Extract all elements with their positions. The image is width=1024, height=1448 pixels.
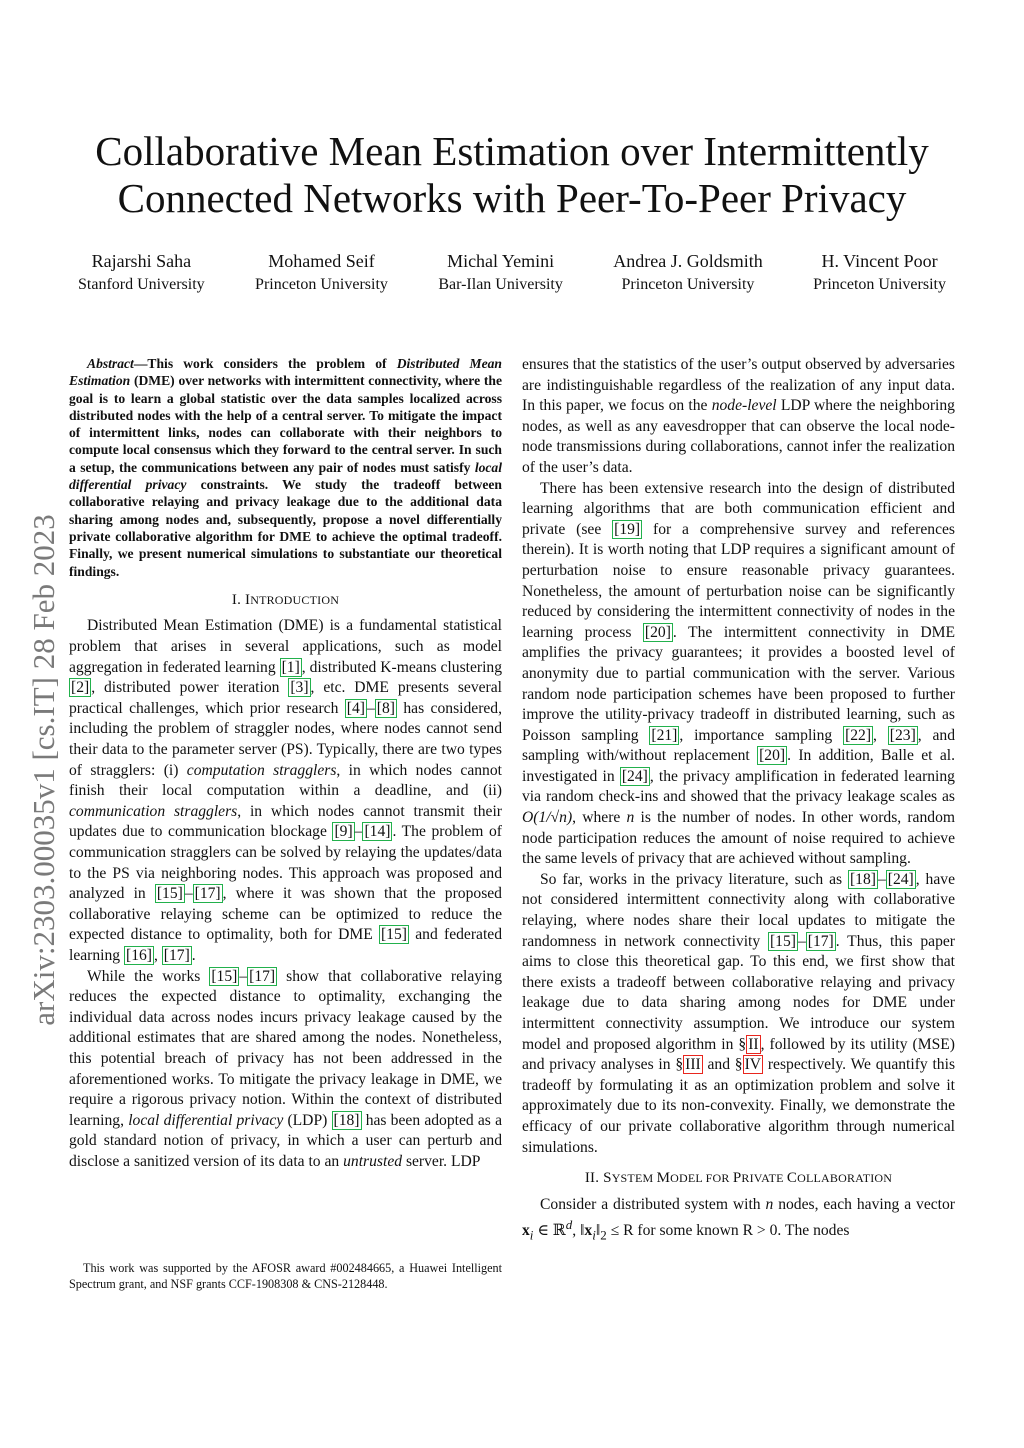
text: –: [239, 967, 248, 985]
author-affiliation: Princeton University: [621, 276, 755, 293]
text: , and sampling with/without replacement: [522, 726, 956, 765]
citation-link[interactable]: [4]: [346, 699, 365, 717]
section-heading-system-model: [522, 1168, 955, 1189]
citation-link[interactable]: [23]: [889, 726, 916, 744]
section-link[interactable]: IV: [744, 1056, 762, 1074]
section-heading-introduction: [69, 590, 502, 611]
text: ,: [873, 726, 888, 744]
author: [813, 250, 946, 296]
text: . In addition, Balle et al. investigated in: [522, 747, 955, 785]
section-title: C: [786, 1170, 798, 1187]
text: for a comprehensive survey and references therein). It is worth noting that LDP requires a significant amount of perturbation noise to ensure reasonable privacy guarantees. Nonetheless, the amount of perturbation noise can be significantly reduced by considering the intermittent connectivity of nodes in the learning process: [522, 520, 955, 641]
citation-link[interactable]: [18]: [333, 1111, 360, 1129]
math-superscript: d: [565, 1217, 573, 1233]
text: has been adopted as a gold standard notion of privacy, in which a user can perturb and disclose a sanitized version of its data to an: [69, 1111, 502, 1170]
abstract-text: This work considers the problem of: [147, 356, 397, 371]
author-name: Andrea J. Goldsmith: [613, 251, 763, 271]
italic-text: communication stragglers: [69, 802, 238, 820]
math-set: ∈ ℝ: [533, 1222, 566, 1240]
citation-link[interactable]: [24]: [887, 870, 914, 888]
text: –: [354, 823, 363, 841]
math-vector: x: [584, 1222, 593, 1240]
section-title: YSTEM: [611, 1171, 657, 1186]
citation-link[interactable]: [17]: [194, 885, 221, 903]
math-variable: n: [626, 809, 635, 827]
section-number: II. S: [584, 1170, 612, 1187]
author-affiliation: Princeton University: [813, 276, 946, 293]
author-name: Rajarshi Saha: [91, 251, 192, 271]
citation-link[interactable]: [15]: [769, 932, 796, 950]
text: and §: [702, 1056, 743, 1074]
intro-paragraph: [69, 967, 502, 1173]
text: , followed by its utility (MSE) and privacy analyses in §: [522, 1035, 955, 1074]
author: [78, 250, 205, 296]
text: –: [877, 870, 886, 888]
math-expression: O(1/√n): [522, 809, 573, 827]
citation-link[interactable]: [17]: [249, 967, 276, 985]
section-title: RIVATE: [741, 1171, 787, 1186]
text: ensures that the statistics of the user’s output observed by adversaries are indistinguishable regardless of the realization of any input data. In this paper, we focus on the: [522, 356, 955, 415]
author-list: [78, 250, 946, 296]
footnote: This work was supported by the AFOSR award #002484665, a Huawei Intelligent Spectrum grant, and NSF grants CCF-1908308 & CNS-2128448.: [69, 1261, 502, 1291]
section-title: ODEL FOR: [670, 1171, 733, 1186]
italic-text: local differential privacy: [128, 1111, 284, 1129]
citation-link[interactable]: [17]: [163, 946, 190, 964]
math-vector: x: [522, 1222, 530, 1240]
text: , in which nodes cannot finish their local computation within a deadline, and (ii): [69, 761, 502, 800]
section-title: NTRODUCTION: [250, 592, 340, 607]
right-column: [522, 355, 955, 1246]
text: show that collaborative relaying reduces the expected distance to optimality, exchanging the individual data across nodes incurs privacy leakage caused by the additional estimates that are shared among the nodes. Nonetheless, this potential breach of privacy has not been addressed in the aforementioned works. To mitigate the privacy leakage in DME, we require a rigorous privacy notion. Within the context of distributed learning,: [69, 967, 502, 1129]
abstract-italic: local differential privacy: [69, 459, 502, 493]
text: , have not considered intermittent connectivity along with collaborative relaying, where nodes share their local updates to mitigate the randomness in network connectivity: [522, 870, 955, 950]
abstract-text: constraints. We study the tradeoff between collaborative relaying and privacy leakage due to the additional data sharing among nodes and, subsequently, propose a novel differentially private collaborative algorithm for DME to achieve the optimal tradeoff. Finally, we present numerical simulations to substantiate our theoretical findings.: [69, 477, 502, 579]
text: nodes, each having a vector: [773, 1195, 955, 1213]
italic-text: node-level: [711, 397, 777, 415]
text: ≤ R for some known R > 0. The nodes: [606, 1222, 850, 1240]
citation-link[interactable]: [17]: [807, 932, 834, 950]
text: respectively. We quantify this tradeoff by formulating it as an optimization problem and solve it approximately due to its non-convexity. Finally, we demonstrate the efficacy of our private collaborative algorithm through numerical simulations.: [522, 1056, 956, 1156]
citation-link[interactable]: [14]: [364, 823, 391, 841]
citation-link[interactable]: [2]: [71, 679, 90, 697]
title-line-2: Connected Networks with Peer-To-Peer Privacy: [117, 175, 907, 221]
abstract-dash: —: [133, 356, 148, 371]
author: [613, 250, 762, 296]
author-affiliation: Stanford University: [78, 276, 205, 293]
text: and federated learning: [69, 926, 502, 964]
text: There has been extensive research into the design of distributed learning algorithms that are both communication efficient and private (see: [522, 479, 955, 538]
paper-title: [60, 128, 964, 222]
text: , importance sampling: [679, 726, 844, 744]
text: , distributed power iteration: [91, 679, 289, 697]
math-subscript: 2: [600, 1227, 607, 1243]
citation-link[interactable]: [18]: [849, 870, 876, 888]
author-affiliation: Princeton University: [255, 276, 388, 293]
abstract-label: Abstract: [87, 356, 134, 371]
text: , where it was shown that the proposed collaborative relaying scheme can be optimized to reduce the expected distance to optimality, both for DME: [69, 885, 502, 944]
body-paragraph: [522, 1195, 955, 1246]
text: ,: [153, 946, 162, 964]
citation-link[interactable]: [21]: [651, 726, 678, 744]
text: . Thus, this paper aims to close this theoretical gap. To this end, we first show that there exists a tradeoff between collaborative relaying and privacy leakage due to data sharing among nodes for DME under intermittent connectivity assumption. We introduce our system model and proposed algorithm in §: [522, 932, 955, 1053]
italic-text: untrusted: [343, 1152, 403, 1170]
section-title: M: [656, 1170, 671, 1187]
text: . The problem of communication stragglers can be solved by relaying the updates/data to the PS via neighboring nodes. This approach was proposed and analyzed in: [69, 823, 502, 903]
body-paragraph: [522, 355, 955, 479]
text: . The intermittent connectivity in DME amplifies the privacy guarantees; it provides a boosted level of anonymity due to partial communication with the server. Various random node participation schemes have been proposed to further improve the utility-privacy tradeoff in distributed learning, such as Poisson sampling: [522, 623, 956, 744]
text: –: [797, 932, 806, 950]
intro-paragraph: [69, 616, 502, 966]
arxiv-sidebar: [8, 514, 61, 1026]
math-subscript: i: [592, 1227, 596, 1243]
text: , distributed K-means clustering: [301, 658, 503, 676]
author-name: Michal Yemini: [447, 251, 555, 271]
text: server. LDP: [402, 1152, 481, 1170]
citation-link[interactable]: [16]: [126, 946, 152, 964]
text: .: [191, 946, 196, 964]
author-affiliation: Bar-Ilan University: [438, 276, 563, 293]
text: has considered, including the problem of straggler nodes, where nodes cannot send their data to the parameter server (PS). Typically, there are two types of stragglers: (i): [69, 699, 502, 779]
text: , ‖: [572, 1222, 585, 1240]
citation-link[interactable]: [15]: [156, 885, 183, 903]
section-title: P: [732, 1170, 742, 1187]
text: Distributed Mean Estimation (DME) is a fundamental statistical problem that arises in several applications, such as model aggregation in federated learning: [69, 617, 502, 676]
text: (LDP): [283, 1111, 332, 1129]
citation-link[interactable]: [15]: [380, 926, 407, 944]
author-name: Mohamed Seif: [268, 251, 375, 271]
text: Consider a distributed system with: [540, 1195, 766, 1213]
text: While the works: [87, 967, 210, 985]
citation-link[interactable]: [3]: [290, 679, 309, 697]
text: , where: [572, 809, 627, 827]
author: [255, 250, 388, 296]
citation-link[interactable]: [8]: [376, 699, 395, 717]
text: , the privacy amplification in federated learning via random check-ins and showed that the privacy leakage scales as: [522, 767, 955, 806]
abstract-text: (DME) over networks with intermittent connectivity, where the goal is to learn a global statistic over the data samples localized across distributed nodes with the help of a central server. To mitigate the impact of intermittent links, nodes can collaborate with their neighbors to compute local consensus which they forward to the central server. In such a setup, the communications between any pair of nodes must satisfy: [69, 373, 502, 475]
text: So far, works in the privacy literature, such as: [540, 870, 848, 888]
arxiv-identifier: arXiv:2303.00035v1 [cs.IT] 28 Feb 2023: [26, 514, 61, 1026]
section-link[interactable]: III: [685, 1056, 701, 1074]
text: LDP where the neighboring nodes, as well as any eavesdropper that can observe the local node-node transmissions during collaborations, cannot infer the realization of the user’s data.: [522, 397, 955, 476]
italic-text: computation stragglers: [186, 761, 337, 779]
text: ‖: [595, 1222, 601, 1240]
text: , etc. DME presents several practical challenges, which prior research: [69, 679, 502, 717]
citation-link[interactable]: [20]: [759, 747, 786, 765]
section-title: OLLABORATION: [797, 1171, 893, 1186]
text: –: [366, 699, 375, 717]
citation-link[interactable]: [1]: [281, 658, 300, 676]
body-paragraph: [522, 870, 955, 1158]
citation-link[interactable]: [9]: [334, 823, 353, 841]
citation-link[interactable]: [20]: [644, 623, 671, 641]
citation-link[interactable]: [19]: [614, 520, 641, 538]
abstract-italic: Distributed Mean Estimation: [69, 356, 502, 389]
text: –: [184, 885, 193, 903]
citation-link[interactable]: [24]: [621, 767, 648, 785]
math-variable: n: [765, 1195, 774, 1213]
body-paragraph: [522, 479, 955, 870]
text: is the number of nodes. In other words, random node participation reduces the amount of noise required to achieve the same levels of privacy that are achieved without sampling.: [522, 809, 956, 868]
abstract: [69, 355, 502, 580]
title-line-1: Collaborative Mean Estimation over Intermittently: [95, 128, 929, 174]
citation-link[interactable]: [22]: [845, 726, 872, 744]
text: , in which nodes cannot transmit their updates due to communication blockage: [69, 802, 503, 841]
author-name: H. Vincent Poor: [821, 251, 938, 271]
section-number: I. I: [231, 591, 251, 608]
citation-link[interactable]: [15]: [211, 967, 238, 985]
author: [438, 250, 563, 296]
math-subscript: i: [529, 1227, 534, 1243]
section-link[interactable]: II: [748, 1035, 759, 1053]
left-column: [69, 355, 502, 1172]
